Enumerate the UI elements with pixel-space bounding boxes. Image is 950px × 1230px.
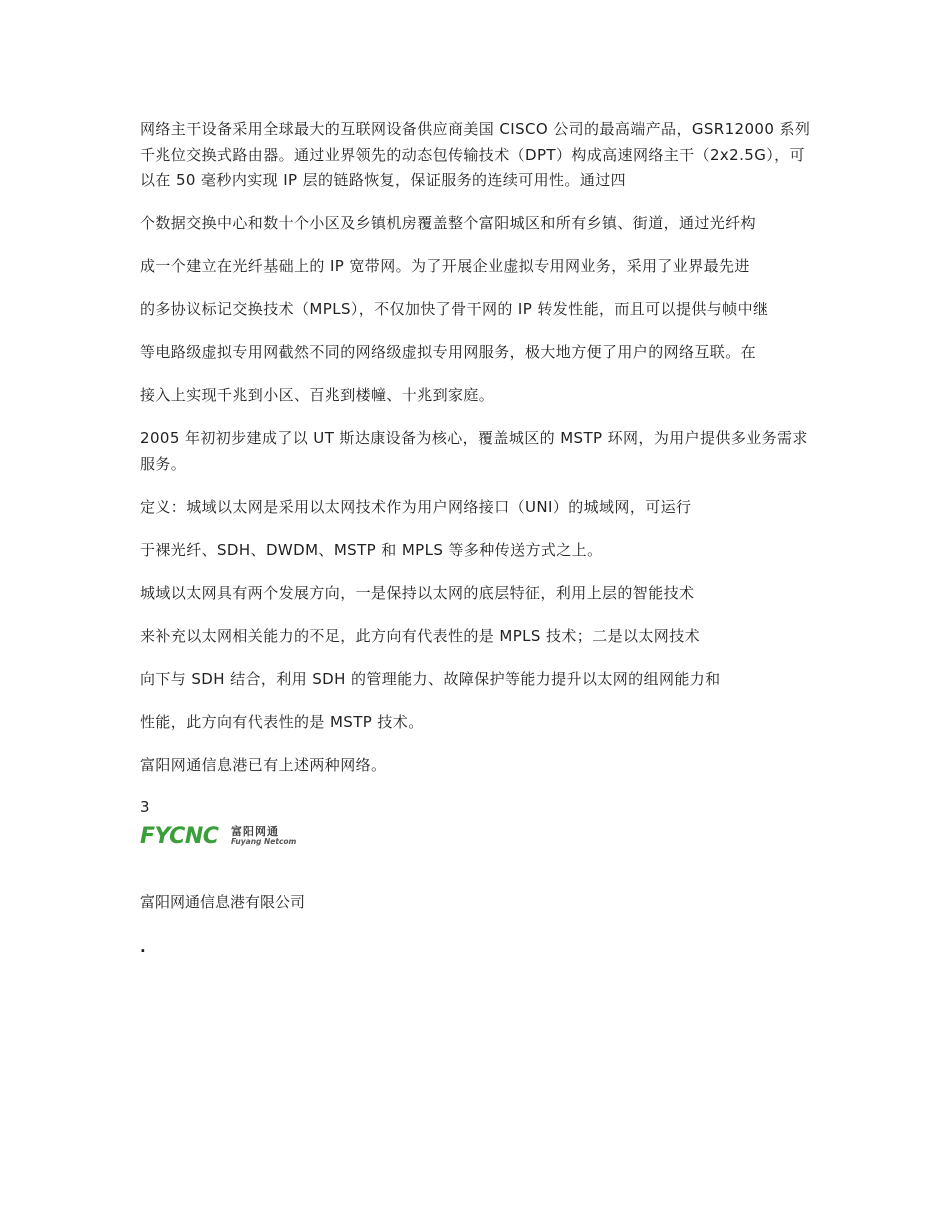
paragraph: 2005 年初初步建成了以 UT 斯达康设备为核心，覆盖城区的 MSTP 环网，为用户提供多业务需求服务。 — [140, 429, 808, 473]
paragraph: 等电路级虚拟专用网截然不同的网络级虚拟专用网服务，极大地方便了用户的网络互联。在 — [140, 343, 757, 361]
paragraph: 成一个建立在光纤基础上的 IP 宽带网。为了开展企业虚拟专用网业务，采用了业界最先进 — [140, 257, 750, 275]
page-number: 3 — [140, 797, 150, 816]
trailing-mark: . — [140, 937, 146, 956]
paragraph: 城域以太网具有两个发展方向，一是保持以太网的底层特征，利用上层的智能技术 — [140, 583, 695, 602]
logo-chinese-text: 富阳网通 — [231, 824, 279, 838]
paragraph: 接入上实现千兆到小区、百兆到楼幢、十兆到家庭。 — [140, 386, 495, 404]
paragraph: 于裸光纤、SDH、DWDM、MSTP 和 MPLS 等多种传送方式之上。 — [140, 540, 603, 559]
company-logo — [140, 824, 310, 854]
paragraph: 网络主干设备采用全球最大的互联网设备供应商美国 CISCO 公司的最高端产品，GSR12000 系列千兆位交换式路由器。通过业界领先的动态包传输技术（DPT）构成高速网络主干（2x2.5G），可以在 50 毫秒内实现 IP 层的链路恢复，保证服务的连续可用性。通过四 — [140, 120, 811, 189]
paragraph: 富阳网通信息港已有上述两种网络。 — [140, 755, 387, 774]
paragraph: 来补充以太网相关能力的不足，此方向有代表性的是 MPLS 技术；二是以太网技术 — [140, 626, 701, 645]
paragraph: 个数据交换中心和数十个小区及乡镇机房覆盖整个富阳城区和所有乡镇、街道，通过光纤构 — [140, 214, 757, 232]
paragraph: 定义：城域以太网是采用以太网技术作为用户网络接口（UNI）的城域网，可运行 — [140, 497, 692, 516]
logo-english-text: Fuyang Netcom — [231, 836, 297, 846]
paragraph: 的多协议标记交换技术（MPLS），不仅加快了骨干网的 IP 转发性能，而且可以提供与帧中继 — [140, 300, 769, 318]
company-name: 富阳网通信息港有限公司 — [140, 892, 306, 911]
logo-mark-text: FYCNC — [140, 823, 219, 849]
paragraph: 性能，此方向有代表性的是 MSTP 技术。 — [140, 712, 424, 731]
paragraph: 向下与 SDH 结合，利用 SDH 的管理能力、故障保护等能力提升以太网的组网能力和 — [140, 669, 721, 688]
document-body — [140, 117, 815, 957]
